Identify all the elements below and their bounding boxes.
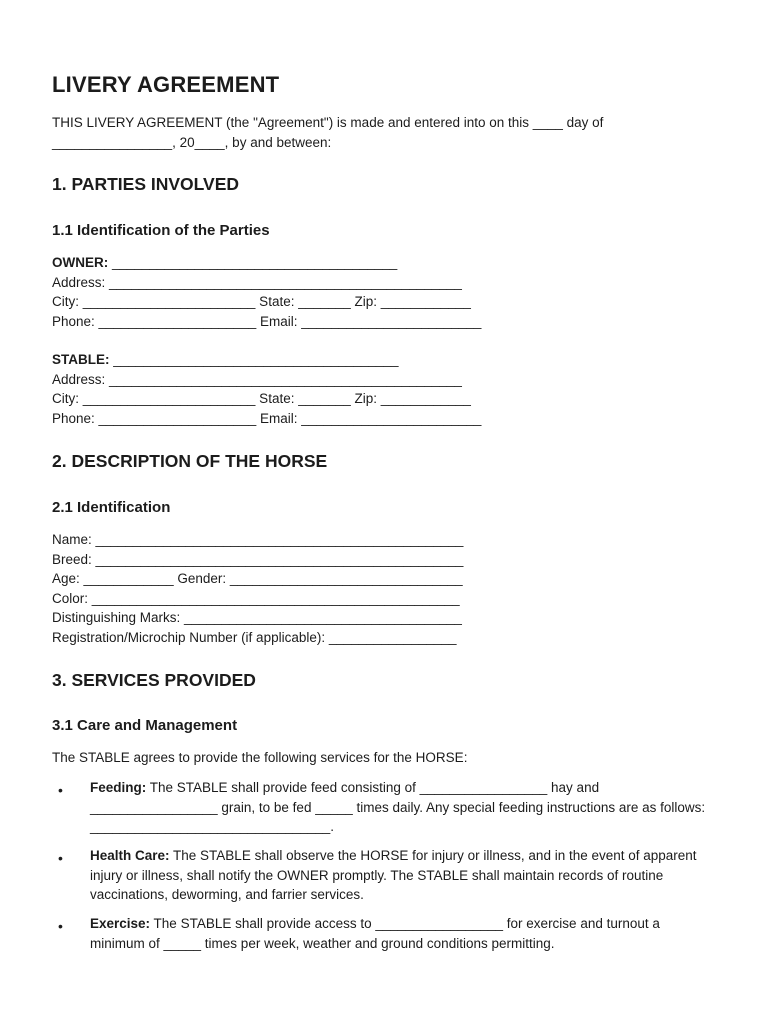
section-3-1-heading: 3.1 Care and Management [52, 717, 238, 734]
owner-name-line [52, 253, 397, 273]
bullet-icon: • [58, 850, 63, 866]
health-care-label: Health Care: [90, 848, 170, 863]
owner-address-line[interactable]: Address: _______________________________________________ [52, 274, 462, 290]
horse-age-gender-line[interactable]: Age: ____________ Gender: _______________________________ [52, 571, 463, 586]
feeding-label: Feeding: [90, 780, 147, 795]
stable-address-line[interactable]: Address: _______________________________________________ [52, 371, 462, 387]
section-1-heading: 1. PARTIES INVOLVED [52, 174, 240, 194]
exercise-text [90, 914, 715, 953]
horse-marks-line[interactable]: Distinguishing Marks: _____________________________________ [52, 610, 462, 625]
document-title: LIVERY AGREEMENT [52, 72, 280, 97]
stable-label: STABLE: [52, 352, 110, 367]
stable-name-line [52, 350, 399, 370]
stable-city-state-zip-line[interactable]: City: _______________________ State: _______ Zip: ____________ [52, 391, 471, 406]
bullet-icon: • [58, 918, 63, 934]
exercise-body: The STABLE shall provide access to _________________ for exercise and turnout a minimum of _____ times per week, weather and ground conditions permitting. [90, 916, 660, 951]
stable-name-blank[interactable]: ______________________________________ [109, 352, 399, 367]
horse-breed-line[interactable]: Breed: _________________________________________________ [52, 551, 464, 567]
intro-paragraph: THIS LIVERY AGREEMENT (the "Agreement") is made and entered into on this ____ day of ________________, 20____, by and between: [52, 115, 604, 150]
owner-city-state-zip-line[interactable]: City: _______________________ State: _______ Zip: ____________ [52, 294, 471, 309]
owner-phone-email-line[interactable]: Phone: _____________________ Email: ________________________ [52, 313, 482, 329]
section-1-1-heading: 1.1 Identification of the Parties [52, 222, 270, 239]
health-care-body: The STABLE shall observe the HORSE for injury or illness, and in the event of apparent injury or illness, shall notify the OWNER promptly. The STABLE shall maintain records of routine vaccinations, deworming, and farrier services. [90, 848, 697, 902]
health-care-text [90, 846, 715, 905]
horse-registration-line[interactable]: Registration/Microchip Number (if applicable): _________________ [52, 629, 457, 645]
feeding-body: The STABLE shall provide feed consisting of _________________ hay and _________________ grain, to be fed _____ times daily. Any special feeding instructions are as follows: ________________________________. [90, 780, 706, 834]
bullet-icon: • [58, 782, 63, 798]
feeding-text [90, 778, 715, 837]
owner-name-blank[interactable]: ______________________________________ [108, 255, 398, 270]
horse-name-line[interactable]: Name: _________________________________________________ [52, 532, 464, 547]
services-intro: The STABLE agrees to provide the following services for the HORSE: [52, 750, 468, 765]
section-2-1-heading: 2.1 Identification [52, 499, 171, 516]
section-2-heading: 2. DESCRIPTION OF THE HORSE [52, 451, 328, 471]
section-3-heading: 3. SERVICES PROVIDED [52, 670, 256, 690]
owner-label: OWNER: [52, 255, 109, 270]
horse-color-line[interactable]: Color: _________________________________________________ [52, 590, 460, 606]
exercise-label: Exercise: [90, 916, 151, 931]
stable-phone-email-line[interactable]: Phone: _____________________ Email: ________________________ [52, 410, 482, 426]
